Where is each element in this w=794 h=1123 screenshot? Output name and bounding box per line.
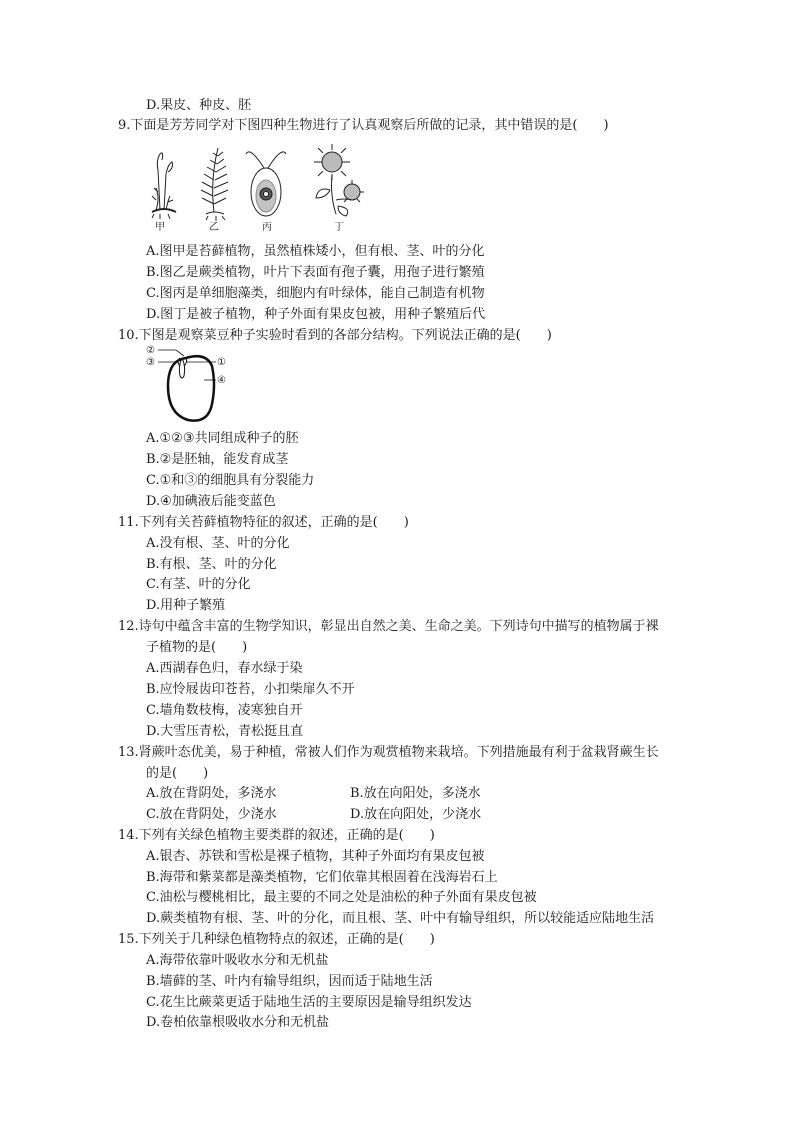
q11-option-c: C.有茎、叶的分化 bbox=[146, 577, 251, 592]
chlamydomonas-drawing bbox=[246, 152, 286, 216]
sunflower-drawing bbox=[314, 144, 364, 216]
q10-bean-seed-figure bbox=[146, 344, 246, 426]
q13-stem: 13.肾蕨叶态优美，易于种植，常被人们作为观赏植物来栽培。下列措施最有利于盆栽肾蕨生长 bbox=[118, 745, 659, 760]
q10-option-a: A.①②③共同组成种子的胚 bbox=[146, 431, 299, 446]
moss-drawing bbox=[152, 153, 176, 219]
q15-stem: 15.下列关于几种绿色植物特点的叙述，正确的是( ) bbox=[118, 932, 435, 947]
q10-stem: 10.下图是观察菜豆种子实验时看到的各部分结构。下列说法正确的是( ) bbox=[118, 328, 552, 343]
q9-label-ding: 丁 bbox=[334, 222, 344, 233]
q9-option-c: C.图丙是单细胞藻类，细胞内有叶绿体，能自己制造有机物 bbox=[146, 286, 485, 301]
q10-label-3: ③ bbox=[146, 357, 155, 368]
q13-option-b: B.放在向阳处，多浇水 bbox=[350, 786, 481, 801]
q9-label-bing: 丙 bbox=[262, 222, 272, 233]
q10-option-d: D.④加碘液后能变蓝色 bbox=[146, 494, 276, 509]
q14-option-a: A.银杏、苏铁和雪松是裸子植物，其种子外面均有果皮包被 bbox=[146, 849, 485, 864]
q10-option-c: C.①和③的细胞具有分裂能力 bbox=[146, 473, 315, 488]
q10-label-2: ② bbox=[146, 345, 155, 356]
q11-option-a: A.没有根、茎、叶的分化 bbox=[146, 536, 290, 551]
q15-option-c: C.花生比蕨菜更适于陆地生活的主要原因是输导组织发达 bbox=[146, 995, 472, 1010]
q9-figure bbox=[146, 140, 376, 232]
q13-stem-cont: 的是( ) bbox=[146, 766, 209, 781]
q12-stem-cont: 子植物的是( ) bbox=[146, 640, 248, 655]
q11-stem: 11.下列有关苔藓植物特征的叙述，正确的是( ) bbox=[118, 515, 409, 530]
q9-option-d: D.图丁是被子植物，种子外面有果皮包被，用种子繁殖后代 bbox=[146, 307, 486, 322]
q9-stem: 9.下面是芳芳同学对下图四种生物进行了认真观察后所做的记录，其中错误的是( ) bbox=[118, 118, 609, 133]
q14-option-d: D.蕨类植物有根、茎、叶的分化，而且根、茎、叶中有输导组织，所以较能适应陆地生活 bbox=[146, 911, 655, 926]
q14-option-b: B.海带和紫菜都是藻类植物，它们依靠其根固着在浅海岩石上 bbox=[146, 870, 498, 885]
q12-option-a: A.西湖春色归，春水绿于染 bbox=[146, 661, 303, 676]
q9-label-yi: 乙 bbox=[209, 222, 219, 233]
q9-option-b: B.图乙是蕨类植物，叶片下表面有孢子囊，用孢子进行繁殖 bbox=[146, 265, 485, 280]
q13-option-d: D.放在向阳处，少浇水 bbox=[350, 807, 482, 822]
q15-option-a: A.海带依靠叶吸收水分和无机盐 bbox=[146, 953, 329, 968]
q10-label-4: ④ bbox=[217, 375, 226, 386]
q14-option-c: C.油松与樱桃相比，最主要的不同之处是油松的种子外面有果皮包被 bbox=[146, 890, 537, 905]
q12-option-c: C.墙角数枝梅，凌寒独自开 bbox=[146, 703, 303, 718]
q12-stem: 12.诗句中蕴含丰富的生物学知识，彰显出自然之美、生命之美。下列诗句中描写的植物属于裸 bbox=[118, 619, 659, 634]
q12-option-d: D.大雪压青松，青松挺且直 bbox=[146, 724, 304, 739]
q12-option-b: B.应怜屐齿印苍苔，小扣柴扉久不开 bbox=[146, 682, 355, 697]
q10-label-1: ① bbox=[217, 357, 226, 368]
q14-stem: 14.下列有关绿色植物主要类群的叙述，正确的是( ) bbox=[118, 828, 435, 843]
q9-option-a: A.图甲是苔藓植物，虽然植株矮小，但有根、茎、叶的分化 bbox=[146, 244, 485, 259]
q11-option-d: D.用种子繁殖 bbox=[146, 598, 226, 613]
fern-drawing bbox=[201, 148, 228, 221]
q15-option-d: D.卷柏依靠根吸收水分和无机盐 bbox=[146, 1015, 330, 1030]
q8-option-d: D.果皮、种皮、胚 bbox=[146, 98, 252, 113]
q13-option-a: A.放在背阴处，多浇水 bbox=[146, 786, 277, 801]
q11-option-b: B.有根、茎、叶的分化 bbox=[146, 557, 277, 572]
q13-option-c: C.放在背阴处，少浇水 bbox=[146, 807, 277, 822]
q9-label-jia: 甲 bbox=[155, 222, 165, 233]
q15-option-b: B.墙藓的茎、叶内有输导组织，因而适于陆地生活 bbox=[146, 974, 433, 989]
q10-option-b: B.②是胚轴，能发育成茎 bbox=[146, 452, 289, 467]
